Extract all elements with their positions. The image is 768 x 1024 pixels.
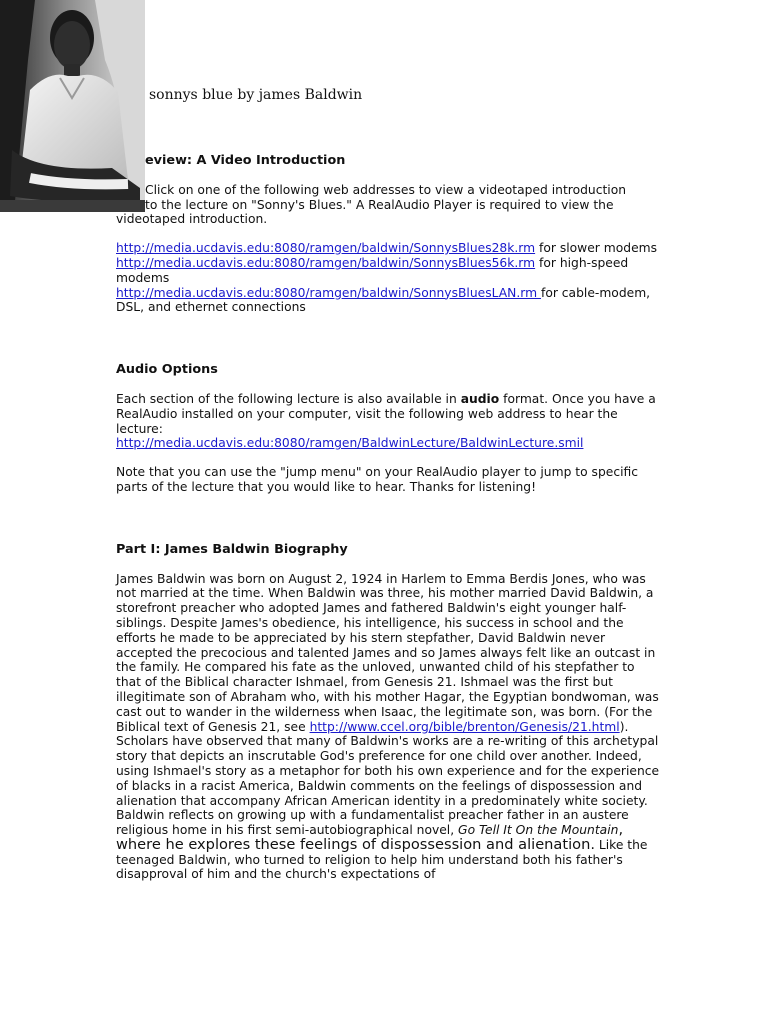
lecture-content bbox=[116, 154, 661, 882]
biography-text: James Baldwin was born on August 2, 1924 in Harlem to Emma Berdis Jones, who was not married at the time. When Baldwin was three, his mother married David Baldwin, a storefront preacher who adopted James and fathered Baldwin's eight younger half-siblings. Despite James's obedience, his intelligence, his success in school and the efforts he made to be appreciated by his stern stepfather, David Baldwin never accepted the precocious and talented James and so James always felt like an outcast in the family. He compared his fate as the unloved, unwanted child of his stepfather to that of the Biblical character Ishmael, from Genesis 21. Ishmael was the first but illegitimate son of Abraham who, with his mother Hagar, the Egyptian bondwoman, was cast out to wander in the wilderness when Isaac, the legitimate son, was born. (For the Biblical text of Genesis 21, see bbox=[116, 571, 659, 734]
video-link-note: for high-speed modems bbox=[116, 255, 629, 285]
novel-title: Go Tell It On the Mountain bbox=[458, 823, 619, 838]
audio-paragraph bbox=[116, 392, 661, 451]
video-link-note: for slower modems bbox=[535, 241, 658, 256]
biography-text: , where he explores these feelings of dispossession and alienation. bbox=[116, 821, 624, 853]
video-link-item bbox=[116, 241, 661, 256]
video-link-item bbox=[116, 286, 661, 316]
overview-intro-line: Click on one of the following web addresses to view a videotaped introduction bbox=[145, 182, 627, 197]
audio-note-paragraph: Note that you can use the "jump menu" on your RealAudio player to jump to specific parts of the lecture that you would like to hear. Thanks for listening! bbox=[116, 465, 639, 494]
audio-lecture-link[interactable]: http://media.ucdavis.edu:8080/ramgen/BaldwinLecture/BaldwinLecture.smil bbox=[116, 436, 584, 451]
section-heading-biography: Part I: James Baldwin Biography bbox=[116, 541, 348, 557]
document-title: sonnys blue by james Baldwin bbox=[149, 87, 363, 103]
video-link-28k[interactable]: http://media.ucdavis.edu:8080/ramgen/baldwin/SonnysBlues28k.rm bbox=[116, 241, 536, 256]
video-link-56k[interactable]: http://media.ucdavis.edu:8080/ramgen/baldwin/SonnysBlues56k.rm bbox=[116, 255, 536, 270]
biography-paragraph bbox=[116, 572, 661, 883]
overview-intro bbox=[145, 183, 661, 213]
biography-text: Like the teenaged Baldwin, who turned to religion to help him understand both his father's disapproval of him and the church's expectations of bbox=[116, 837, 648, 882]
audio-bold-word: audio bbox=[460, 391, 500, 406]
video-link-lan[interactable]: http://media.ucdavis.edu:8080/ramgen/baldwin/SonnysBluesLAN.rm bbox=[116, 285, 541, 300]
section-heading-audio: Audio Options bbox=[116, 362, 218, 378]
video-link-item bbox=[116, 256, 661, 286]
audio-text: format. Once you have a RealAudio installed on your computer, visit the following web address to hear the lecture: bbox=[116, 391, 656, 436]
overview-intro-line: videotaped introduction. bbox=[116, 212, 268, 227]
biography-text: ). Scholars have observed that many of Baldwin's works are a re-writing of this archetypal story that depicts an inscrutable God's preference for one child over another. Indeed, using Ishmael's story as a metaphor for both his own experience and for the experience of blacks in a racist America, Baldwin comments on the feelings of dispossession and alienation that accompany African American identity in a predominately white society. Baldwin reflects on growing up with a fundamentalist preacher father in an austere religious home in his first semi-autobiographical novel, bbox=[116, 719, 660, 838]
audio-text: Each section of the following lecture is also available in bbox=[116, 391, 461, 406]
video-link-note: for cable-modem, DSL, and ethernet connections bbox=[116, 285, 651, 315]
overview-intro-line: to the lecture on "Sonny's Blues." A RealAudio Player is required to view the bbox=[145, 197, 614, 212]
section-heading-overview: eview: A Video Introduction bbox=[145, 153, 346, 168]
genesis-link[interactable]: http://www.ccel.org/bible/brenton/Genesis/21.html bbox=[309, 719, 620, 734]
